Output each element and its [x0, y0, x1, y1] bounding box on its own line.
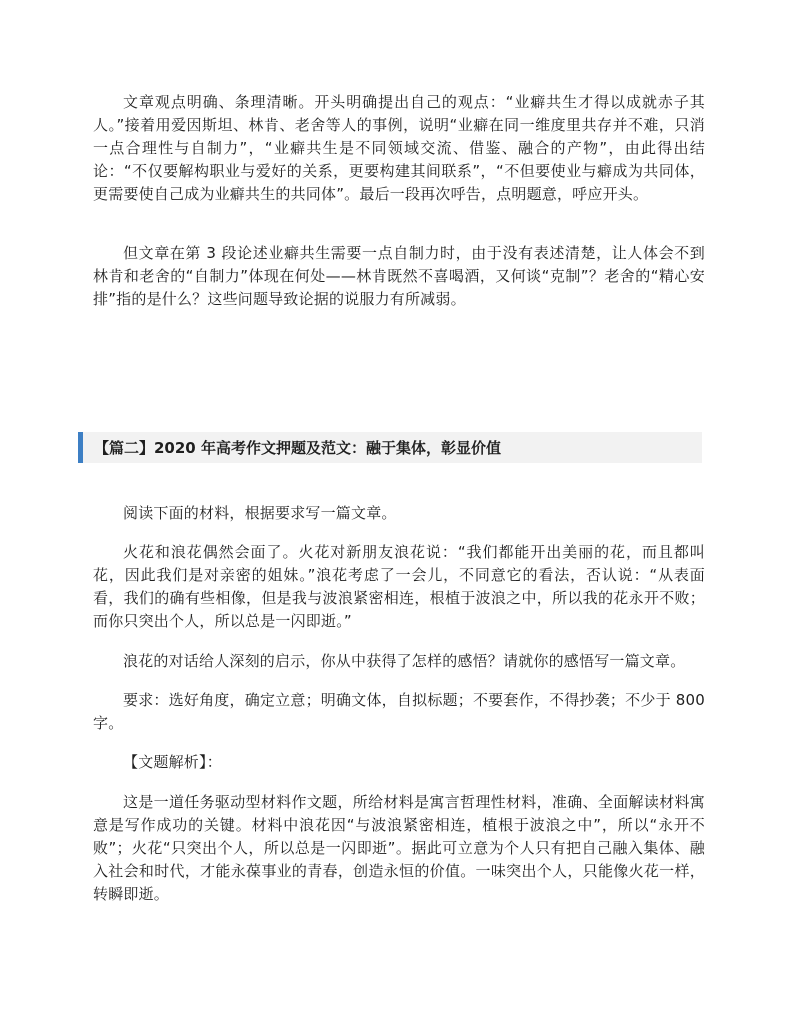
paragraph-prompt: 浪花的对话给人深刻的启示，你从中获得了怎样的感悟？请就你的感悟写一篇文章。 [123, 652, 686, 670]
paragraph-analysis-heading: 【文题解析】： [123, 753, 222, 771]
paragraph-instruction: 阅读下面的材料，根据要求写一篇文章。 [123, 504, 397, 522]
paragraph-requirements: 要求：选好角度，确定立意；明确文体，自拟标题；不要套作，不得抄袭；不少于 800 字。 [93, 691, 705, 732]
paragraph-material: 火花和浪花偶然会面了。火花对新朋友浪花说：“我们都能开出美丽的花，而且都叫花，因此我们是对亲密的姐妹。”浪花考虑了一会儿，不同意它的看法，否认说：“从表面看，我们的确有些相像，但是我与波浪紧密相连，根植于波浪之中，所以我的花永开不败；而你只突出个人，所以总是一闪即逝。” [93, 543, 705, 630]
section-title: 【篇二】2020 年高考作文押题及范文：融于集体，彰显价值 [94, 439, 501, 457]
section-accent-bar [78, 432, 83, 463]
paragraph-analysis-body: 这是一道任务驱动型材料作文题，所给材料是寓言哲理性材料，准确、全面解读材料寓意是写作成功的关键。材料中浪花因“与波浪紧密相连，植根于波浪之中”，所以“永开不败”；火花“只突出个人，所以总是一闪即逝”。据此可立意为个人只有把自己融入集体、融入社会和时代，才能永葆事业的青春，创造永恒的价值。一味突出个人，只能像火花一样，转瞬即逝。 [93, 793, 705, 903]
paragraph-analysis-weakness: 但文章在第 3 段论述业癖共生需要一点自制力时，由于没有表述清楚，让人体会不到林肯和老舍的“自制力”体现在何处——林肯既然不喜喝酒，又何谈“克制”？老舍的“精心安排”指的是什么？这些问题导致论据的说服力有所减弱。 [93, 244, 705, 308]
paragraph-analysis-summary: 文章观点明确、条理清晰。开头明确提出自己的观点：“业癖共生才得以成就赤子其人。”接着用爱因斯坦、林肯、老舍等人的事例，说明“业癖在同一维度里共存并不难，只消一点合理性与自制力”，“业癖共生是不同领域交流、借鉴、融合的产物”，由此得出结论：“不仅要解构职业与爱好的关系，更要构建其间联系”，“不但要使业与癖成为共同体，更需要使自己成为业癖共生的共同体”。最后一段再次呼告，点明题意，呼应开头。 [93, 93, 705, 203]
section-header [78, 432, 702, 463]
